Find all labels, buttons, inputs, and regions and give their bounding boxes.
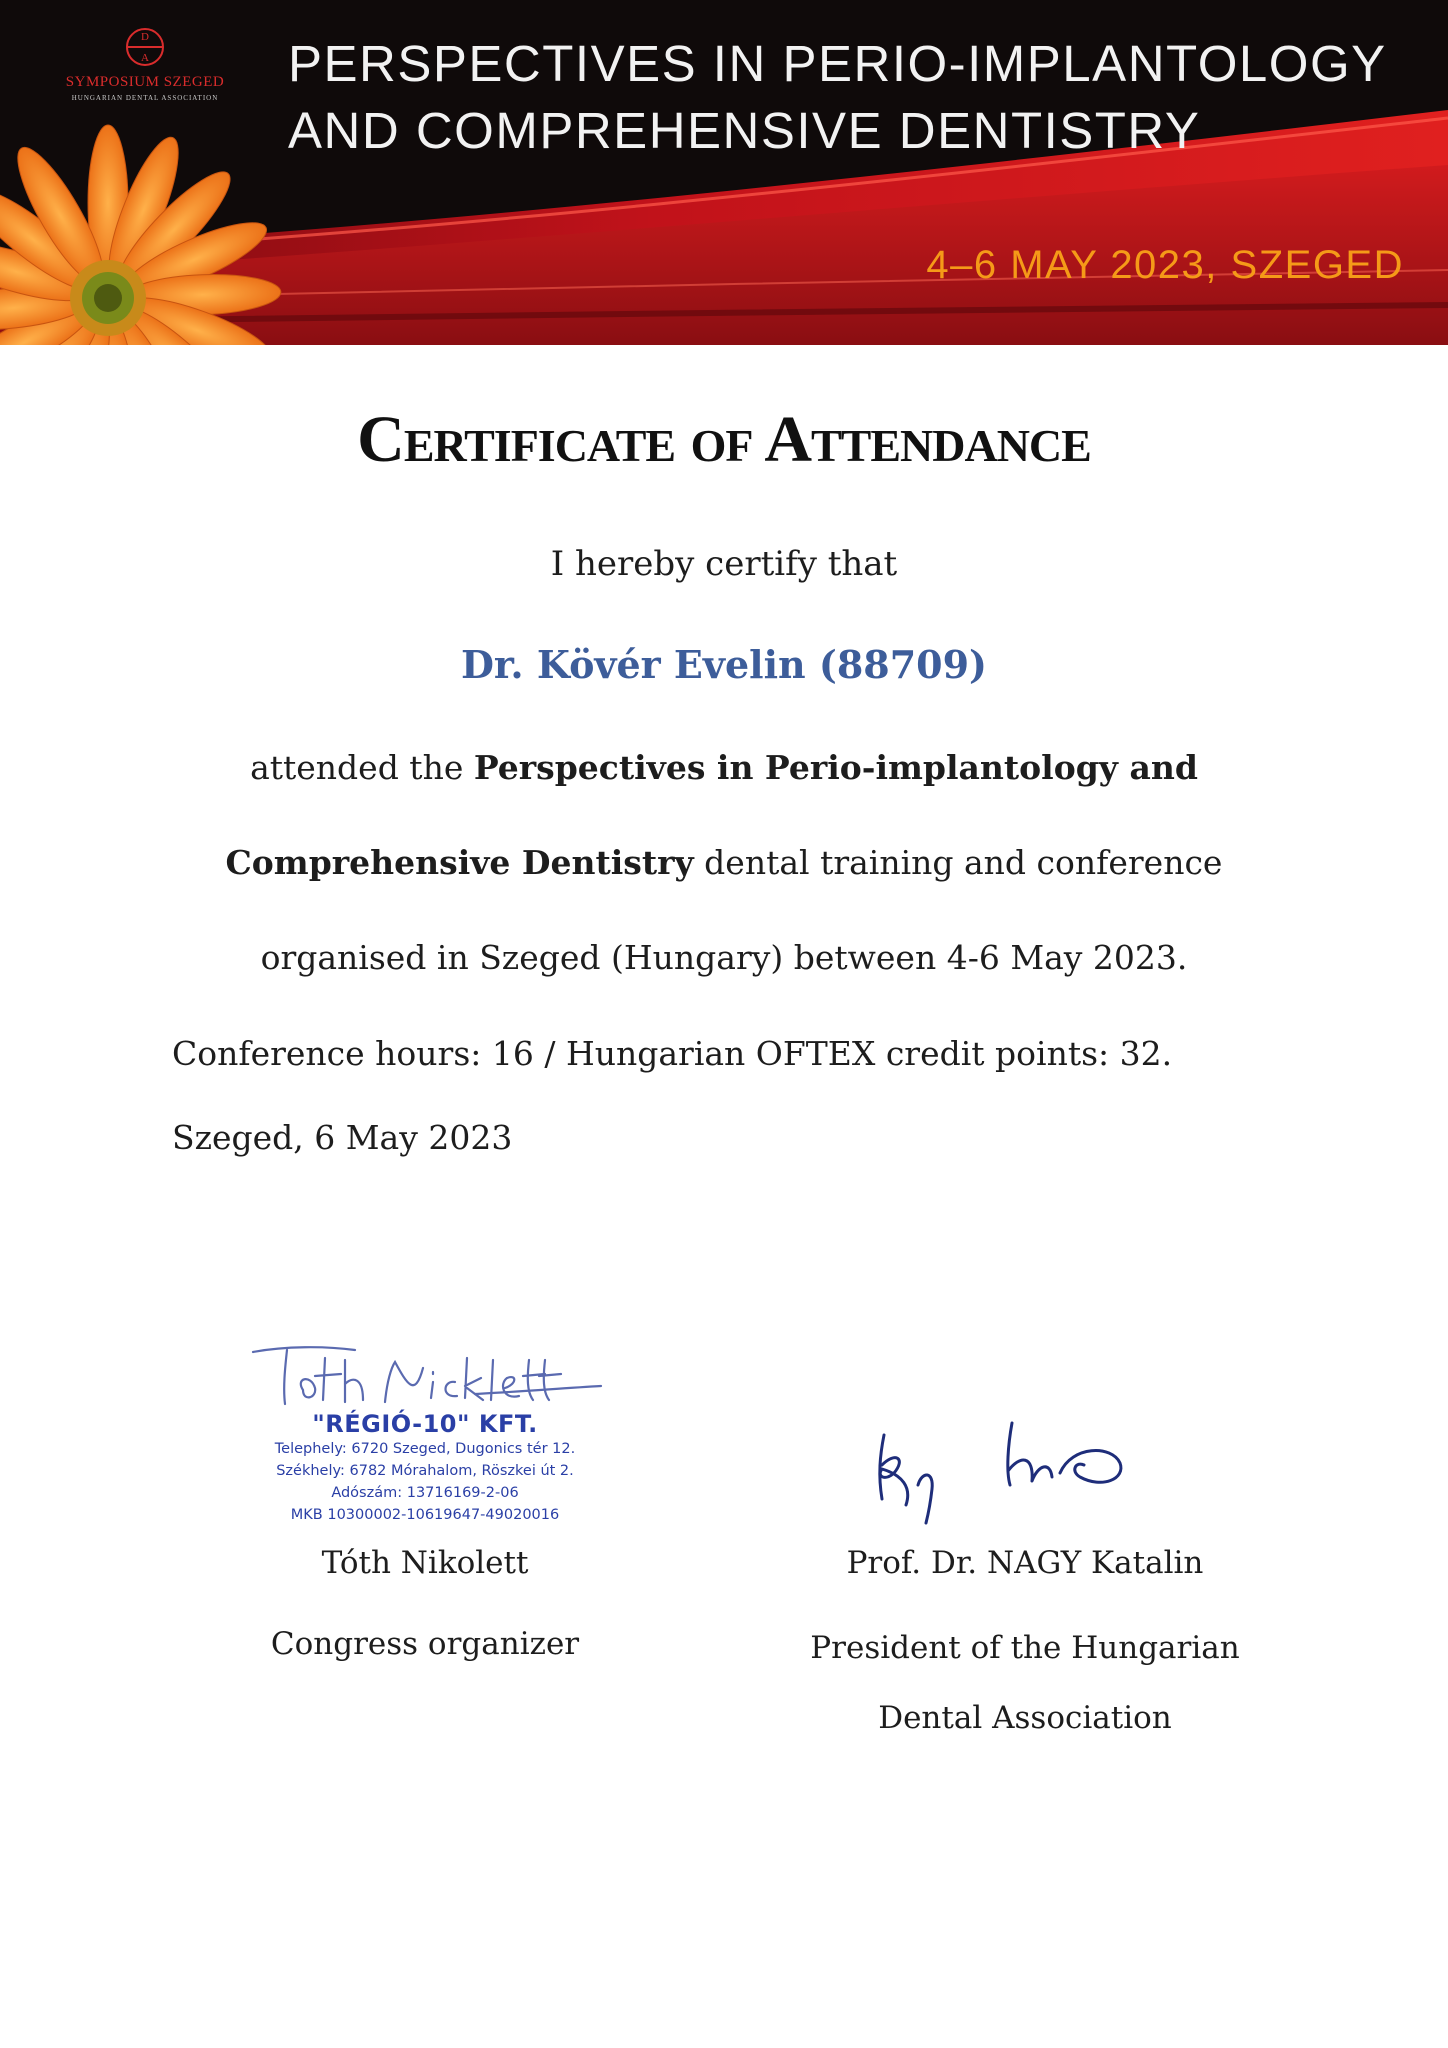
conference-title-line2: AND COMPREHENSIVE DENTISTRY	[288, 102, 1201, 159]
recipient-name: Dr. Kövér Evelin (88709)	[460, 642, 988, 687]
stamp-line: Telephely: 6720 Szeged, Dugonics tér 12.	[274, 1441, 576, 1457]
president-signature	[862, 1415, 1162, 1525]
place-date-line: Szeged, 6 May 2023	[172, 1118, 513, 1157]
certify-line: I hereby certify that	[550, 544, 898, 584]
header-banner	[0, 0, 1448, 345]
stamp-line: MKB 10300002-10619647-49020016	[290, 1507, 560, 1523]
logo-text-symposium: SYMPOSIUM SZEGED	[65, 74, 225, 90]
stamp-line: Adószám: 13716169-2-06	[331, 1485, 519, 1501]
conference-date-place: 4–6 MAY 2023, SZEGED	[926, 243, 1404, 287]
symposium-logo	[40, 24, 250, 102]
handwritten-signature-left	[245, 1338, 605, 1418]
handwritten-signature-right	[862, 1415, 1162, 1525]
event-name: Perspectives in Perio-implantology and Comprehensive Dentistry	[225, 748, 1198, 882]
para-suffix: dental training and conference organised in Szeged (Hungary) between 4-6 May 2023.	[260, 843, 1223, 977]
logo-text-association: HUNGARIAN DENTAL ASSOCIATION	[71, 94, 219, 102]
logo-letter-top: D	[141, 31, 149, 43]
company-stamp	[245, 1410, 605, 1526]
president-role: President of the Hungarian Dental Association	[810, 1630, 1240, 1736]
credit-hours-line: Conference hours: 16 / Hungarian OFTEX credit points: 32.	[172, 1034, 1173, 1073]
conference-title	[288, 30, 1387, 164]
conference-title-line1: PERSPECTIVES IN PERIO-IMPLANTOLOGY	[288, 35, 1387, 92]
certificate-title: Certificate of Attendance	[357, 403, 1091, 476]
organizer-role: Congress organizer	[270, 1626, 580, 1662]
logo-mark-icon	[120, 24, 170, 70]
para-prefix: attended the	[250, 748, 474, 787]
president-name: Prof. Dr. NAGY Katalin	[846, 1545, 1204, 1581]
logo-letter-bottom: A	[141, 52, 149, 64]
stamp-company-name: "RÉGIÓ-10" KFT.	[312, 1410, 538, 1438]
organizer-signature-stamp	[245, 1338, 605, 1538]
attendance-paragraph	[150, 720, 1298, 1005]
organizer-name: Tóth Nikolett	[321, 1545, 529, 1581]
stamp-line: Székhely: 6782 Mórahalom, Röszkei út 2.	[276, 1463, 574, 1479]
